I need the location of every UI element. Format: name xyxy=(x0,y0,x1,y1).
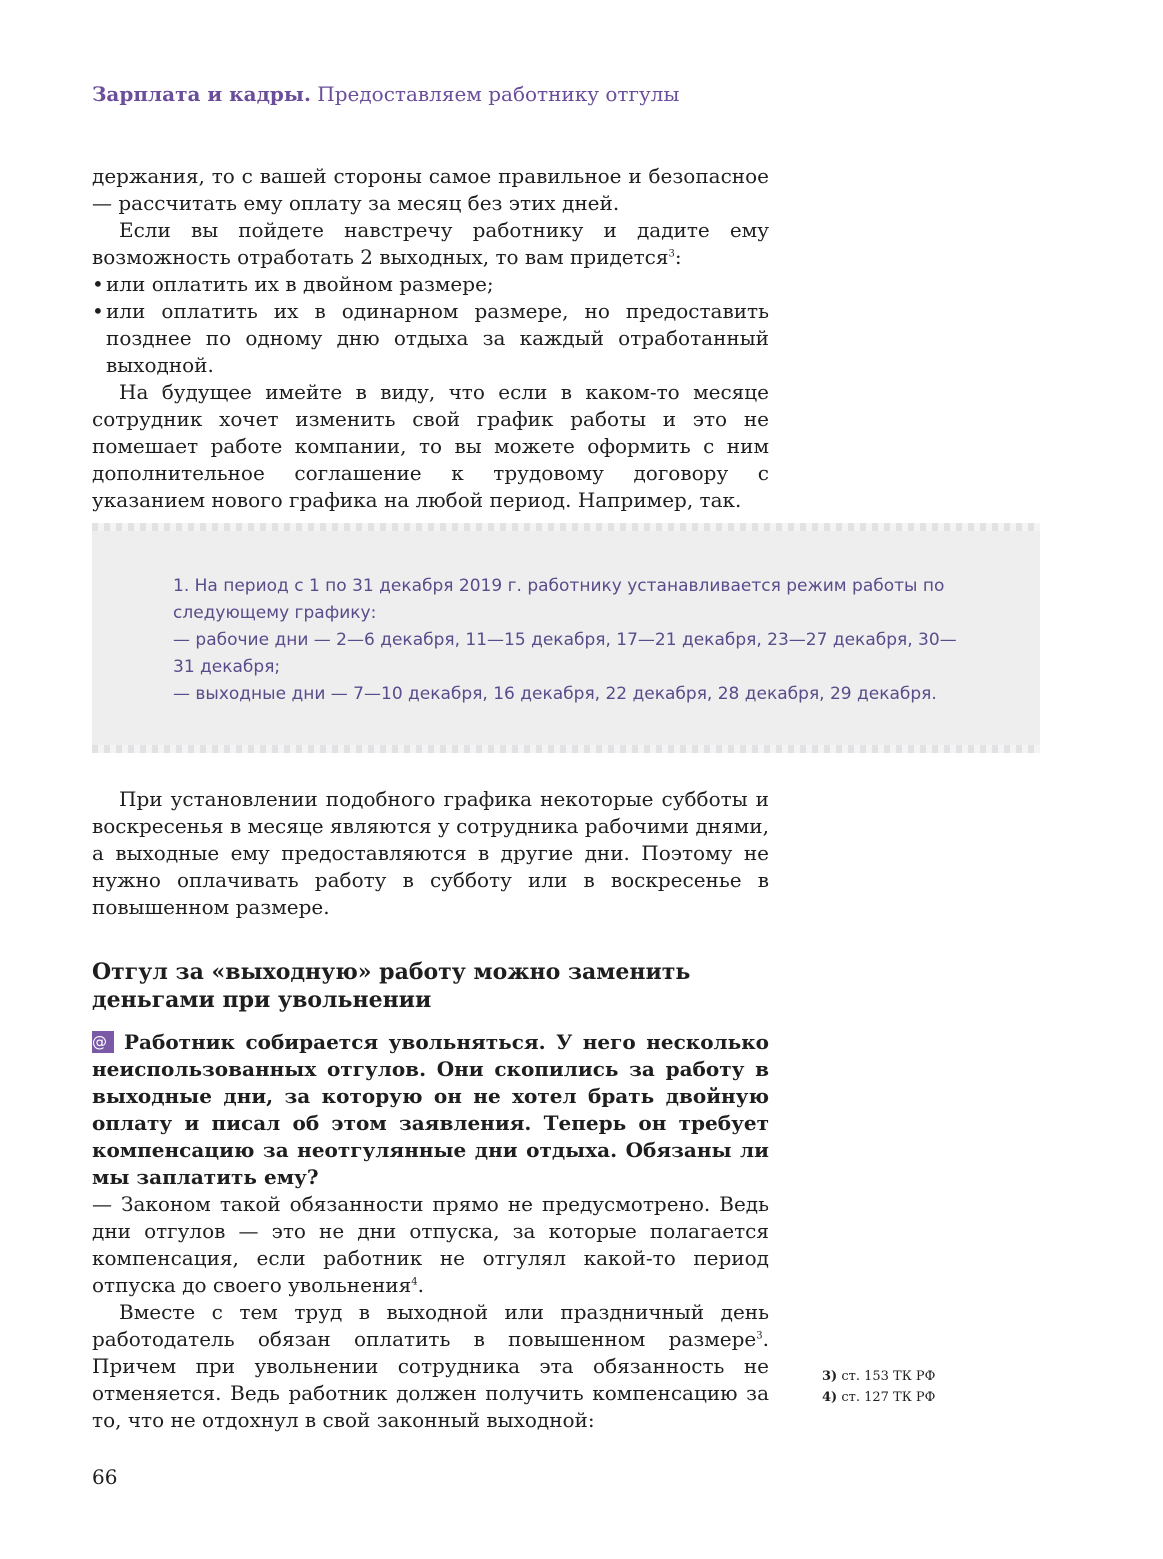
example-line: 1. На период с 1 по 31 декабря 2019 г. работнику устанавливается режим работы по следующему графику: xyxy=(173,576,945,623)
page-number: 66 xyxy=(92,1465,118,1489)
example-line: — рабочие дни — 2—6 декабря, 11—15 декабря, 17—21 декабря, 23—27 декабря, 30—31 декабря; xyxy=(173,630,957,677)
example-line: — выходные дни — 7—10 декабря, 16 декабря, 22 декабря, 28 декабря, 29 декабря. xyxy=(173,684,937,704)
question: @ Работник собирается увольняться. У него несколько неиспользованных отгулов. Они скопились за работу в выходные дни, за которую он не хотел брать двойную оплату и писал об этом заявления. Теперь он требует компенсацию за неотгулянные дни отдыха. Обязаны ли мы заплатить ему? xyxy=(92,1030,769,1189)
paragraph: держания, то с вашей стороны самое правильное и безопасное — рассчитать ему оплату за месяц без этих дней. xyxy=(92,164,769,215)
answer: — Законом такой обязанности прямо не предусмотрено. Ведь дни отгулов — это не дни отпуска, за которые полагается компенсация, если работник не отгулял какой-то период отпуска до своего увольнения$^4$. xyxy=(92,1192,769,1297)
header-title: Предоставляем работнику отгулы xyxy=(317,82,680,106)
footnote: 4) ст. 127 ТК РФ xyxy=(822,1390,936,1405)
margin-footnotes xyxy=(822,1366,935,1408)
paragraph: На будущее имейте в виду, что если в каком-то месяце сотрудник хочет изменить свой график работы и это не помешает работе компании, то вы можете оформить с ним дополнительное соглашение к трудовому договору с указанием нового графика на любой период. Например, так. xyxy=(92,380,769,512)
footnote-ref: 3 xyxy=(668,248,675,260)
section-heading: Отгул за «выходную» работу можно заменить деньгами при увольнении xyxy=(92,959,691,1013)
qa-block xyxy=(92,1029,769,1434)
question-at-icon: @ xyxy=(92,1031,114,1053)
bullet-item: • или оплатить их в одинарном размере, но предоставить позднее по одному дню отдыха за каждый отработанный выходной. xyxy=(92,298,769,379)
header-section: Зарплата и кадры. xyxy=(92,82,311,106)
example-box xyxy=(92,523,1040,753)
body-block-1 xyxy=(92,163,769,514)
bullet-item: • или оплатить их в двойном размере; xyxy=(92,271,769,298)
paragraph: При установлении подобного графика некоторые субботы и воскресенья в месяце являются у сотрудника рабочими днями, а выходные ему предоставляются в другие дни. Поэтому не нужно оплачивать работу в субботу или в воскресенье в повышенном размере. xyxy=(92,787,769,919)
footnote-ref: 3 xyxy=(756,1330,763,1342)
footnote: 3) ст. 153 ТК РФ xyxy=(822,1369,936,1384)
example-text xyxy=(173,573,963,708)
footnote-ref: 4 xyxy=(411,1276,418,1288)
paragraph: Если вы пойдете навстречу работнику и дадите ему возможность отработать 2 выходных, то вам придется$^3$: xyxy=(92,218,769,269)
paragraph: Вместе с тем труд в выходной или праздничный день работодатель обязан оплатить в повышенном размере$^3$. Причем при увольнении сотрудника эта обязанность не отменяется. Ведь работник должен получить компенсацию за то, что не отдохнул в свой законный выходной: xyxy=(92,1300,769,1432)
running-header xyxy=(92,82,679,106)
body-block-2 xyxy=(92,786,769,921)
